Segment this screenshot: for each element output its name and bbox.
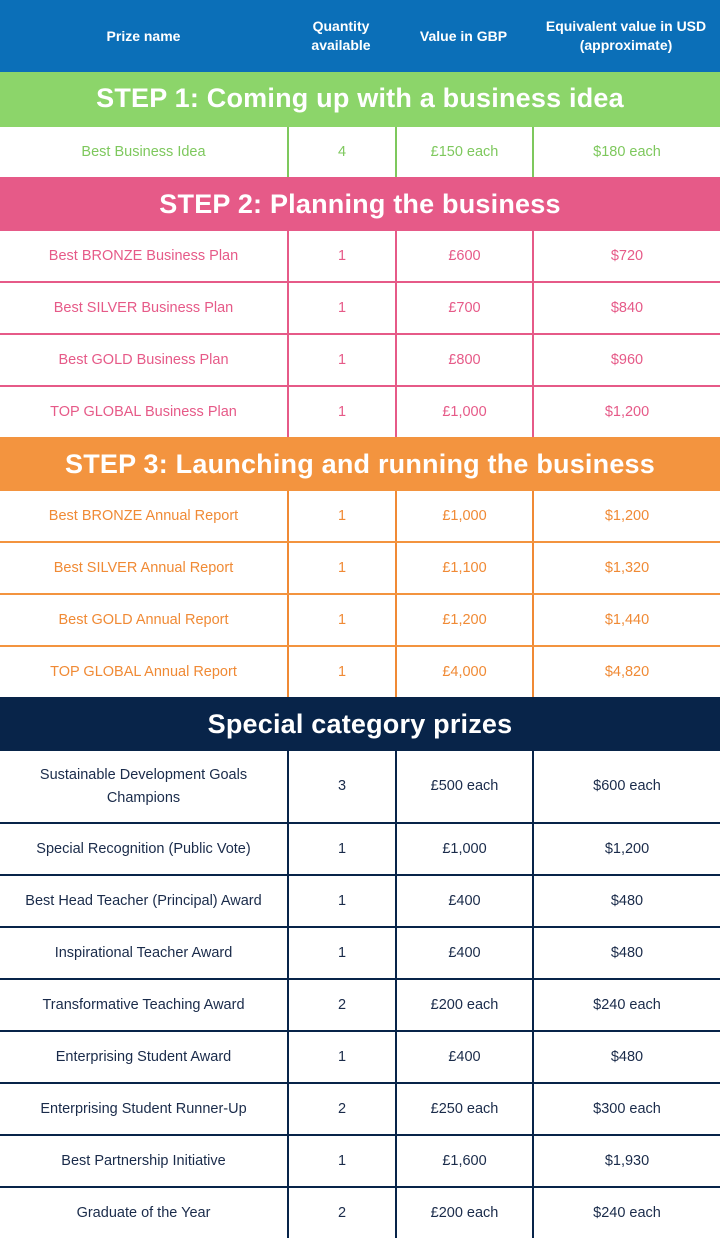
table-row: [0, 543, 720, 595]
prize-usd: $480: [532, 928, 720, 978]
prize-gbp: £150 each: [395, 127, 532, 177]
prize-gbp: £250 each: [395, 1084, 532, 1134]
section-title-step3: STEP 3: Launching and running the business: [0, 437, 720, 491]
prize-name: Best SILVER Annual Report: [53, 559, 234, 576]
prize-usd: $720: [532, 231, 720, 281]
header-prize-name: Prize name: [106, 27, 181, 44]
section-step3: [0, 491, 720, 697]
header-usd: Equivalent value in USD (approximate): [545, 18, 707, 53]
prize-quantity: 1: [287, 647, 395, 697]
prize-gbp: £1,600: [395, 1136, 532, 1186]
prize-quantity: 3: [287, 751, 395, 822]
prize-quantity: 1: [287, 387, 395, 437]
table-row: [0, 1084, 720, 1136]
section-step2: [0, 231, 720, 437]
prize-name: TOP GLOBAL Business Plan: [50, 403, 237, 420]
prize-usd: $480: [532, 876, 720, 926]
prize-quantity: 2: [287, 1084, 395, 1134]
prize-name: Enterprising Student Award: [55, 1048, 232, 1065]
prize-quantity: 1: [287, 231, 395, 281]
prize-gbp: £500 each: [395, 751, 532, 822]
table-row: [0, 928, 720, 980]
prize-quantity: 1: [287, 928, 395, 978]
prize-gbp: £400: [395, 876, 532, 926]
section-title-special: Special category prizes: [0, 697, 720, 751]
prize-usd: $1,200: [532, 491, 720, 541]
prize-gbp: £4,000: [395, 647, 532, 697]
section-title-step1: STEP 1: Coming up with a business idea: [0, 72, 720, 125]
table-header: [0, 0, 720, 72]
table-row: [0, 125, 720, 177]
prize-quantity: 1: [287, 543, 395, 593]
prize-gbp: £1,000: [395, 387, 532, 437]
prize-name: Best SILVER Business Plan: [53, 299, 234, 316]
table-row: [0, 283, 720, 335]
prize-usd: $600 each: [532, 751, 720, 822]
table-row: [0, 387, 720, 437]
prize-name: Best Business Idea: [81, 143, 206, 160]
prize-quantity: 1: [287, 491, 395, 541]
table-row: [0, 980, 720, 1032]
prize-name: Special Recognition (Public Vote): [36, 840, 251, 857]
prize-name: Best Head Teacher (Principal) Award: [25, 892, 262, 909]
prize-quantity: 4: [287, 127, 395, 177]
section-step1: [0, 125, 720, 177]
prize-usd: $1,930: [532, 1136, 720, 1186]
table-row: [0, 647, 720, 697]
prize-name: Enterprising Student Runner-Up: [40, 1100, 247, 1117]
prize-usd: $960: [532, 335, 720, 385]
table-row: [0, 876, 720, 928]
prize-name: Best GOLD Business Plan: [58, 351, 229, 368]
prize-gbp: £200 each: [395, 980, 532, 1030]
prize-usd: $1,200: [532, 824, 720, 874]
prize-quantity: 1: [287, 824, 395, 874]
prize-name: Best Partnership Initiative: [61, 1152, 226, 1169]
prize-usd: $1,440: [532, 595, 720, 645]
prize-gbp: £400: [395, 928, 532, 978]
prize-name: Best GOLD Annual Report: [58, 611, 229, 628]
prize-gbp: £700: [395, 283, 532, 333]
prize-quantity: 2: [287, 1188, 395, 1238]
prize-gbp: £600: [395, 231, 532, 281]
prize-usd: $1,200: [532, 387, 720, 437]
prize-quantity: 1: [287, 595, 395, 645]
prize-quantity: 1: [287, 1136, 395, 1186]
table-row: [0, 231, 720, 283]
prize-usd: $240 each: [532, 1188, 720, 1238]
prize-gbp: £400: [395, 1032, 532, 1082]
prize-quantity: 2: [287, 980, 395, 1030]
prize-name: Sustainable Development Goals Champions: [39, 767, 248, 806]
prize-gbp: £800: [395, 335, 532, 385]
prize-usd: $4,820: [532, 647, 720, 697]
table-row: [0, 1032, 720, 1084]
table-row: [0, 491, 720, 543]
prize-gbp: £1,000: [395, 824, 532, 874]
prize-gbp: £200 each: [395, 1188, 532, 1238]
section-special: [0, 751, 720, 1238]
prize-gbp: £1,100: [395, 543, 532, 593]
prize-gbp: £1,000: [395, 491, 532, 541]
prize-quantity: 1: [287, 876, 395, 926]
section-title-step2: STEP 2: Planning the business: [0, 177, 720, 231]
prize-quantity: 1: [287, 283, 395, 333]
prize-usd: $480: [532, 1032, 720, 1082]
prize-usd: $840: [532, 283, 720, 333]
table-row: [0, 335, 720, 387]
table-row: [0, 824, 720, 876]
prize-usd: $1,320: [532, 543, 720, 593]
prize-usd: $180 each: [532, 127, 720, 177]
prize-usd: $240 each: [532, 980, 720, 1030]
table-row: [0, 751, 720, 824]
prize-quantity: 1: [287, 1032, 395, 1082]
prize-name: Transformative Teaching Award: [42, 996, 245, 1013]
prize-quantity: 1: [287, 335, 395, 385]
prize-usd: $300 each: [532, 1084, 720, 1134]
table-row: [0, 595, 720, 647]
prize-gbp: £1,200: [395, 595, 532, 645]
table-row: [0, 1188, 720, 1238]
prize-name: Best BRONZE Annual Report: [48, 507, 239, 524]
header-quantity: Quantity available: [311, 18, 371, 53]
table-row: [0, 1136, 720, 1188]
prize-name: Best BRONZE Business Plan: [48, 247, 239, 264]
prize-name: Graduate of the Year: [76, 1204, 211, 1221]
header-gbp: Value in GBP: [419, 27, 508, 44]
prize-name: Inspirational Teacher Award: [54, 944, 233, 961]
prize-name: TOP GLOBAL Annual Report: [50, 663, 237, 680]
